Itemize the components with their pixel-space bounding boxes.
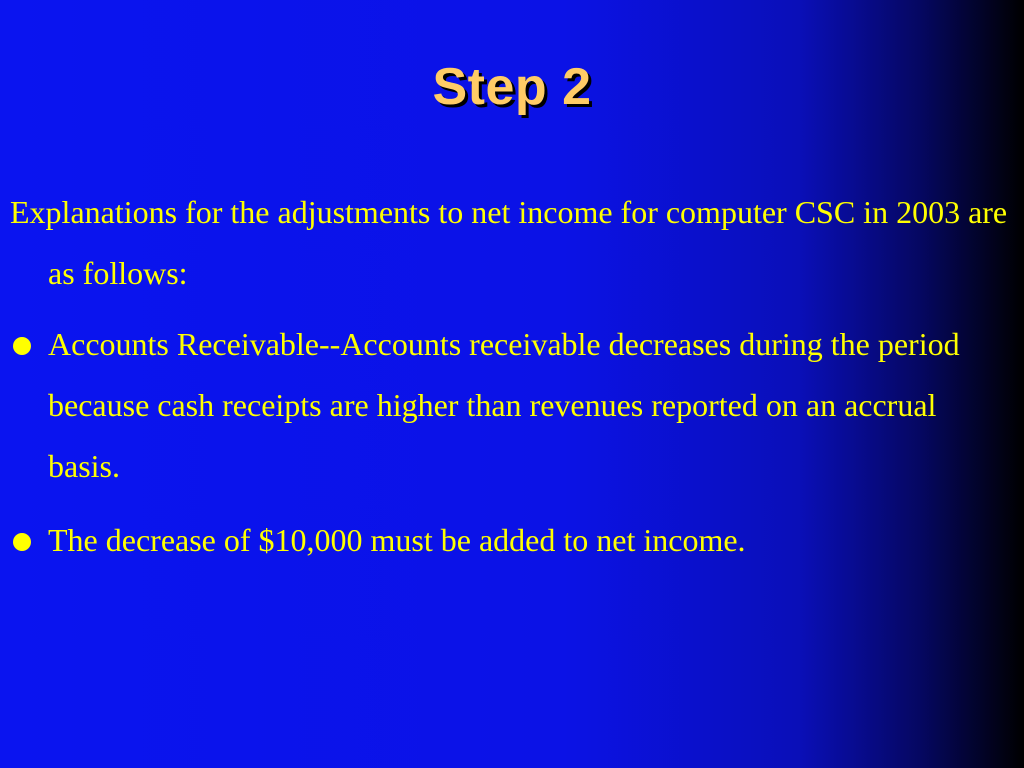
bullet-item: [10, 314, 1014, 497]
intro-paragraph: Explanations for the adjustments to net income for computer CSC in 2003 are as follows:: [10, 194, 1008, 291]
bullet-dot-icon: [13, 337, 31, 355]
bullet-item: [10, 510, 1014, 571]
bullet-text: Accounts Receivable--Accounts receivable decreases during the period because cash receipts are higher than revenues reported on an accrual basis.: [48, 326, 960, 484]
bullet-text: The decrease of $10,000 must be added to net income.: [48, 522, 746, 558]
slide-title: Step 2: [432, 58, 592, 116]
bullet-dot-icon: [13, 533, 31, 551]
